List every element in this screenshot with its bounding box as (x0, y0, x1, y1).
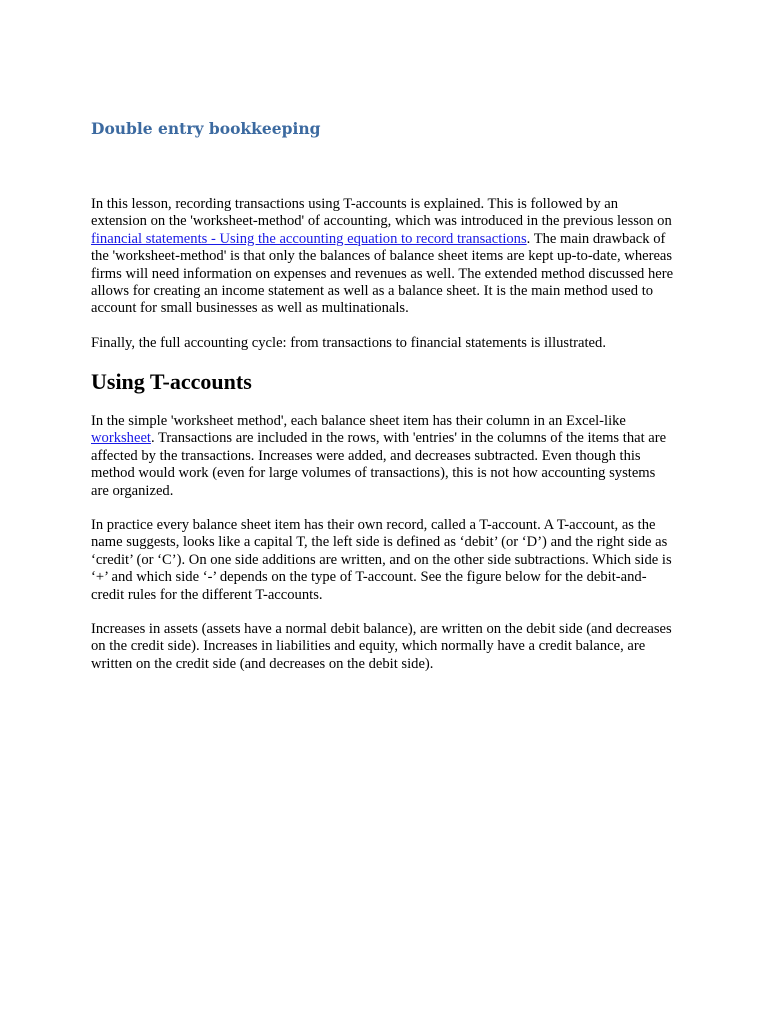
worksheet-text-end: . Transactions are included in the rows, with 'entries' in the columns of the items that are affected by the transactions. Increases were added, and decreases subtracted. Even though this method would work (even for large volumes of transactions), this is not how accounting systems are organized. (91, 430, 667, 499)
intro-text-start: In this lesson, recording transactions using T-accounts is explained. This is followed by an extension on the 'worksheet-method' of accounting, which was introduced in the previous lesson on (91, 196, 672, 230)
t-account-practice-paragraph: In practice every balance sheet item has their own record, called a T-account. A T-account, as the name suggests, looks like a capital T, the left side is defined as ‘debit’ (or ‘D’) and the right side as ‘credit’ (or ‘C’). On one side additions are written, and on the other side subtractions. Which side is ‘+’ and which side ‘-’ depends on the type of T-account. See the figure below for the debit-and-credit rules for the different T-accounts. (91, 517, 672, 603)
accounting-cycle-paragraph: Finally, the full accounting cycle: from transactions to financial statements is illustrated. (91, 335, 606, 351)
financial-statements-link[interactable]: financial statements - Using the accounting equation to record transactions (91, 230, 527, 247)
worksheet-text-start: In the simple 'worksheet method', each balance sheet item has their column in an Excel-like (91, 413, 626, 429)
intro-paragraph (91, 196, 676, 318)
intro-text-end: . The main drawback of the 'worksheet-method' is that only the balances of balance sheet items are kept up-to-date, whereas firms will need information on expenses and revenues as well. The extended method discussed here allows for creating an income statement as well as a balance sheet. It is the main method used to account for small businesses as well as multinationals. (91, 230, 674, 317)
section-heading-using-t-accounts: Using T-accounts (91, 369, 252, 394)
document-title: Double entry bookkeeping (91, 119, 321, 138)
debit-credit-rules-paragraph: Increases in assets (assets have a normal debit balance), are written on the debit side (and decreases on the credit side). Increases in liabilities and equity, which normally have a credit balance, are written on the credit side (and decreases on the debit side). (91, 621, 672, 672)
worksheet-link[interactable]: worksheet (91, 430, 151, 447)
worksheet-method-paragraph (91, 413, 676, 500)
